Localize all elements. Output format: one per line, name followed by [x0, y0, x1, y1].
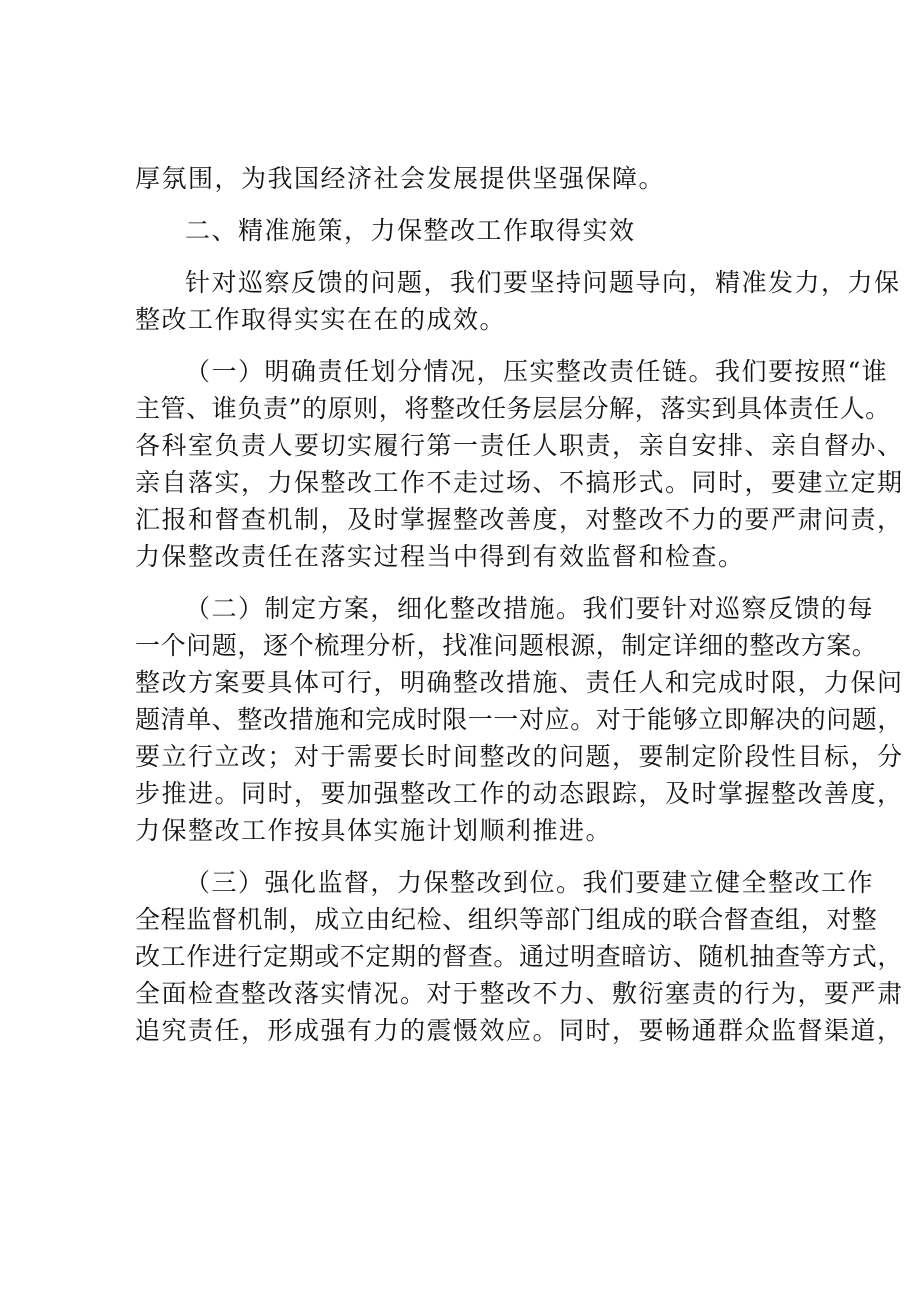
text-line: 力保整改责任在落实过程当中得到有效监督和检查。 [135, 542, 745, 571]
text-line: （三）强化监督，力保整改到位。我们要建立健全整改工作 [185, 868, 875, 897]
text-line: 整改工作取得实实在在的成效。 [135, 305, 507, 334]
section-heading: 二、精准施策，力保整改工作取得实效 [185, 216, 636, 245]
text-line: 要立行立改；对于需要长时间整改的问题，要制定阶段性目标，分 [135, 742, 904, 771]
text-line: 改工作进行定期或不定期的督查。通过明查暗访、随机抽查等方式， [135, 942, 904, 971]
paragraph-continuation: 厚氛围，为我国经济社会发展提供坚强保障。 [135, 164, 666, 193]
text-line: 亲自落实，力保整改工作不走过场、不搞形式。同时，要建立定期 [135, 468, 904, 497]
text-line: 全程监督机制，成立由纪检、组织等部门组成的联合督查组，对整 [135, 905, 878, 934]
text-line: 汇报和督查机制，及时掌握整改善度，对整改不力的要严肃问责， [135, 505, 904, 534]
item-2-paragraph [135, 590, 904, 849]
text-line: （二）制定方案，细化整改措施。我们要针对巡察反馈的每 [185, 594, 875, 623]
text-line: 整改方案要具体可行，明确整改措施、责任人和完成时限，力保问 [135, 668, 904, 697]
text-line: 各科室负责人要切实履行第一责任人职责，亲自安排、亲自督办、 [135, 431, 904, 460]
text-line: 力保整改工作按具体实施计划顺利推进。 [135, 816, 613, 845]
text-line: 针对巡察反馈的问题，我们要坚持问题导向，精准发力，力保 [185, 268, 901, 297]
intro-paragraph [135, 264, 901, 338]
document-page [135, 160, 904, 1049]
text-line: 追究责任，形成强有力的震慑效应。同时，要畅通群众监督渠道， [135, 1016, 904, 1045]
text-line: 全面检查整改落实情况。对于整改不力、敷衍塞责的行为，要严肃 [135, 979, 904, 1008]
text-line: 一个问题，逐个梳理分析，找准问题根源，制定详细的整改方案。 [135, 631, 878, 660]
text-line: 主管、谁负责”的原则，将整改任务层层分解，落实到具体责任人。 [135, 394, 891, 423]
text-line: 步推进。同时，要加强整改工作的动态跟踪，及时掌握整改善度， [135, 779, 904, 808]
text-line: （一）明确责任划分情况，压实整改责任链。我们要按照“谁 [185, 357, 889, 386]
item-1-paragraph [135, 353, 904, 575]
text-line: 题清单、整改措施和完成时限一一对应。对于能够立即解决的问题， [135, 705, 904, 734]
item-3-paragraph [135, 864, 904, 1049]
